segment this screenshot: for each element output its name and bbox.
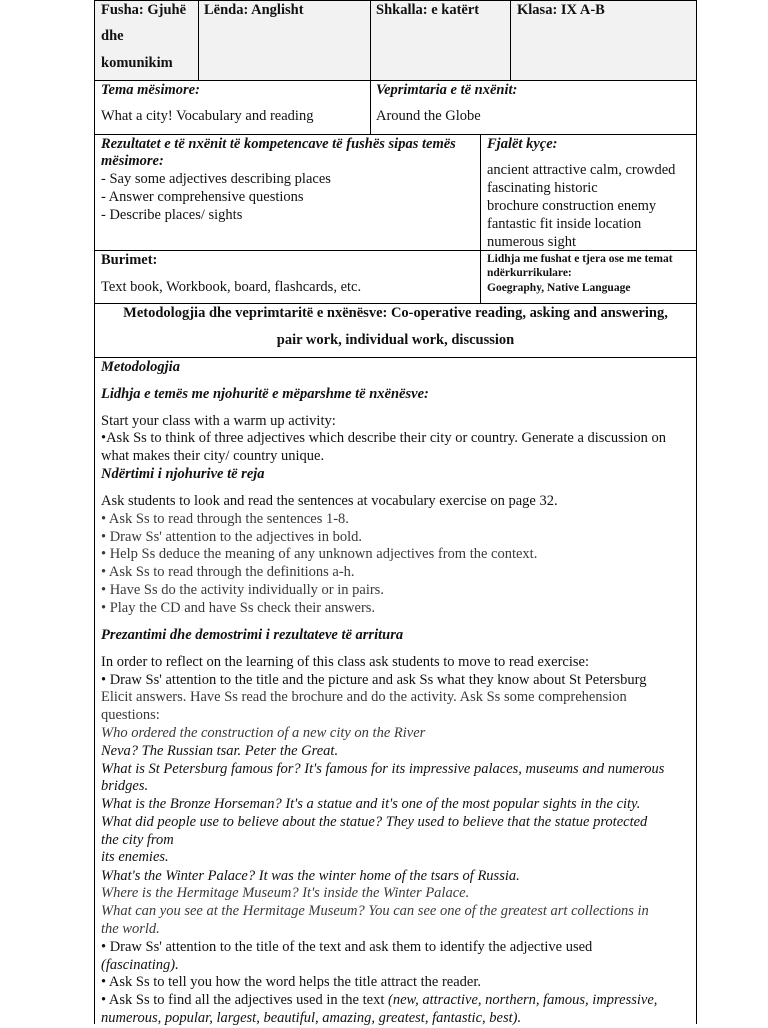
final-line-3: • Ask Ss to tell you how the word helps the title attract the reader. [101,974,481,990]
fjalet-line: numerous sight [487,234,577,250]
shkalla-label: Shkalla: e katërt [376,2,480,18]
rezultatet-label-1: Rezultatet e të nxënit të kompetencave të fushës sipas temës [101,136,456,152]
qa-line: What can you see at the Hermitage Museum? You can see one of the greatest art collections in [101,903,649,919]
lidhja-temes-title: Lidhja e temës me njohuritë e mëparshme të nxënësve: [101,386,429,402]
klasa-label: Klasa: IX A-B [517,2,605,18]
rule-after-metodologjia-header [94,357,697,358]
burimet-value: Text book, Workbook, board, flashcards, etc. [101,279,362,295]
fjalet-line: fantastic fit inside location [487,216,642,232]
reflect-text: In order to reflect on the learning of this class ask students to move to read exercise: [101,654,590,670]
rule-after-rezultatet [94,250,697,251]
ask-read-text: Ask students to look and read the sentences at vocabulary exercise on page 32. [101,493,558,509]
fjalet-line: fascinating historic [487,180,598,196]
final-line-4-text: • Ask Ss to find all the adjectives used in the text [101,992,388,1008]
qa-line: Where is the Hermitage Museum? It's inside the Winter Palace. [101,885,470,901]
final-line-4 [101,992,657,1010]
qa-line: What is the Bronze Horseman? It's a statue and it's one of the most popular sights in the city. [101,796,641,812]
lidhja-line-3: Goegraphy, Native Language [487,282,631,294]
final-line-1: • Draw Ss' attention to the title of the text and ask them to identify the adjective used [101,939,593,955]
burimet-label: Burimet: [101,252,158,268]
draw-title-line-1: • Draw Ss' attention to the title and the picture and ask Ss what they know about St Petersburg [101,672,647,688]
draw-title-line-2: Elicit answers. Have Ss read the brochure and do the activity. Ask Ss some comprehension [101,689,627,705]
fusha-label-2: dhe [101,28,124,44]
ndertimi-title: Ndërtimi i njohurive të reja [101,466,265,482]
activity-bullet: • Play the CD and have Ss check their answers. [101,600,376,616]
warmup-text: Start your class with a warm up activity: [101,413,336,429]
divider-header-3 [510,0,511,80]
rule-after-tema [94,134,697,135]
lidhja-line-1: Lidhja me fushat e tjera ose me temat [487,253,673,265]
final-line-4-adjectives: (new, attractive, northern, famous, impressive, [387,992,658,1008]
warmup-bullet: •Ask Ss to think of three adjectives which describe their city or country. Generate a discussion on [101,430,667,446]
rezultatet-item: - Describe places/ sights [101,207,243,223]
rule-top [94,0,697,1]
draw-title-line-3: questions: [101,707,160,723]
veprimtaria-label: Veprimtaria e të nxënit: [376,82,518,98]
qa-line: the city from [101,832,174,848]
qa-line: Who ordered the construction of a new city on the River [101,725,426,741]
lidhja-line-2: ndërkurrikulare: [487,267,572,279]
activity-bullet: • Draw Ss' attention to the adjectives in bold. [101,529,362,545]
final-line-5: numerous, popular, largest, beautiful, amazing, greatest, fantastic, best). [101,1010,522,1026]
rule-after-header [94,80,697,81]
warmup-bullet-cont: what makes their city/ country unique. [101,448,325,464]
divider-header-1 [198,0,199,80]
qa-line: What is St Petersburg famous for? It's famous for its impressive palaces, museums and numerous [101,761,665,777]
rezultatet-label-2: mësimore: [101,153,164,169]
veprimtaria-value: Around the Globe [376,108,481,124]
final-line-2: (fascinating). [101,957,179,973]
prezantimi-title: Prezantimi dhe demostrimi i rezultateve të arritura [101,627,404,643]
activity-bullet: • Ask Ss to read through the sentences 1-8. [101,511,349,527]
lenda-label: Lënda: Anglisht [204,2,304,18]
activity-bullet: • Help Ss deduce the meaning of any unknown adjectives from the context. [101,546,538,562]
metodologjia-header-2: pair work, individual work, discussion [276,332,515,348]
divider-middle [480,134,481,303]
qa-line: Neva? The Russian tsar. Peter the Great. [101,743,339,759]
fusha-label-1: Fusha: Gjuhë [101,2,187,18]
fusha-label-3: komunikim [101,55,173,71]
qa-line: its enemies. [101,849,169,865]
metodologjia-title: Metodologjia [101,359,180,375]
activity-bullet: • Have Ss do the activity individually or in pairs. [101,582,384,598]
rezultatet-item: - Say some adjectives describing places [101,171,331,187]
fjalet-label: Fjalët kyçe: [487,136,558,152]
qa-line: bridges. [101,778,149,794]
activity-bullet: • Ask Ss to read through the definitions a-h. [101,564,355,580]
fjalet-line: ancient attractive calm, crowded [487,162,676,178]
tema-label: Tema mësimore: [101,82,200,98]
tema-value: What a city! Vocabulary and reading [101,108,314,124]
metodologjia-header-1: Metodologjia dhe veprimtaritë e nxënësve: Co-operative reading, asking and answering, [123,305,668,321]
qa-line: What's the Winter Palace? It was the winter home of the tsars of Russia. [101,868,520,884]
qa-line: the world. [101,921,160,937]
rezultatet-item: - Answer comprehensive questions [101,189,304,205]
rule-after-burimet [94,303,697,304]
fjalet-line: brochure construction enemy [487,198,657,214]
qa-line: What did people use to believe about the statue? They used to believe that the statue protected [101,814,648,830]
divider-header-2 [370,0,371,134]
